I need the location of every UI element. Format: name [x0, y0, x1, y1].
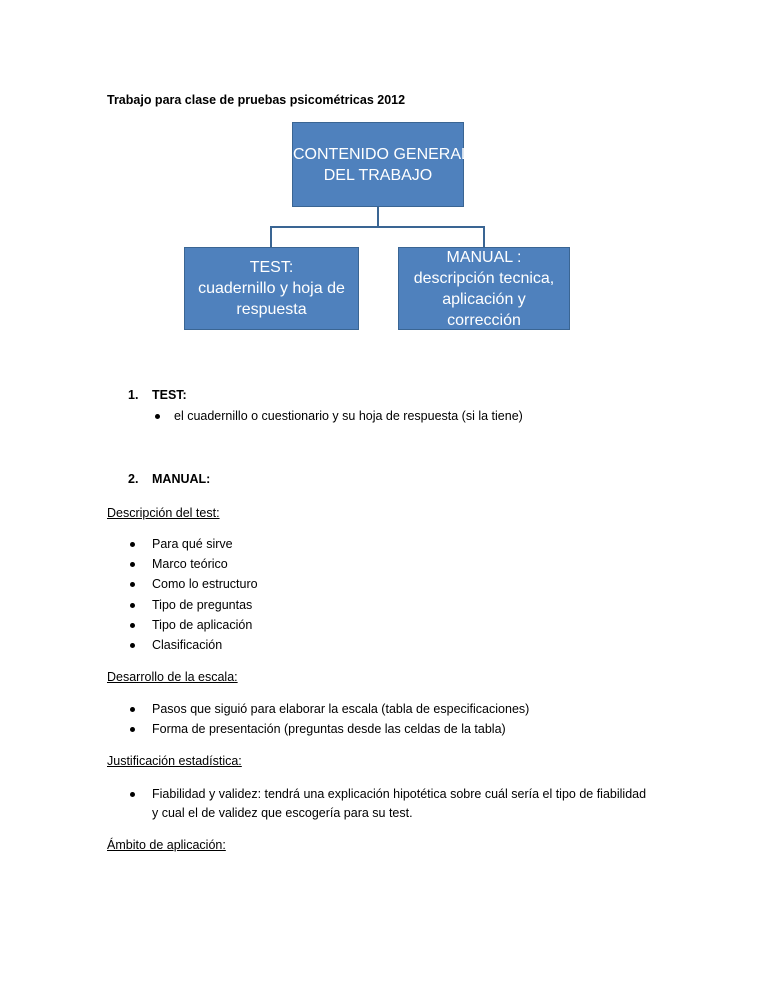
- list1-number: 1.: [128, 388, 139, 402]
- diagram-node-test: [184, 247, 359, 330]
- diagram-node-manual: [398, 247, 570, 330]
- bullet-icon: [155, 414, 160, 419]
- node-test-line-2: cuadernillo y hoja de: [198, 280, 345, 297]
- justificacion-item-line-2: y cual el de validez que escogería para su test.: [152, 806, 413, 820]
- descripcion-item: Como lo estructuro: [152, 577, 258, 591]
- document-title: Trabajo para clase de pruebas psicométricas 2012: [107, 93, 406, 107]
- bullet-icon: [130, 707, 135, 712]
- bullet-icon: [130, 623, 135, 628]
- desarrollo-item: Pasos que siguió para elaborar la escala (tabla de especificaciones): [152, 702, 530, 716]
- node-root-line-2: DEL TRABAJO: [323, 166, 433, 184]
- node-root-line-1: CONTENIDO GENERAL: [293, 145, 470, 163]
- descripcion-item: Marco teórico: [152, 557, 228, 571]
- list2-number: 2.: [128, 472, 139, 486]
- node-test-line-3: respuesta: [236, 301, 307, 318]
- connector-horizontal: [270, 226, 485, 228]
- connector-test-down: [270, 226, 272, 247]
- node-manual-line-3: aplicación y: [442, 290, 526, 308]
- heading-desarrollo: Desarrollo de la escala:: [107, 670, 238, 684]
- connector-manual-down: [483, 226, 485, 247]
- bullet-icon: [130, 792, 135, 797]
- bullet-icon: [130, 542, 135, 547]
- bullet-icon: [130, 603, 135, 608]
- heading-ambito: Ámbito de aplicación:: [107, 838, 226, 852]
- list2-label: MANUAL:: [152, 472, 211, 486]
- node-manual-line-2: descripción tecnica,: [413, 269, 555, 287]
- list1-label: TEST:: [152, 388, 187, 402]
- desarrollo-item: Forma de presentación (preguntas desde las celdas de la tabla): [152, 722, 506, 736]
- node-manual-line-4: corrección: [447, 311, 521, 329]
- diagram-node-root: [292, 122, 470, 207]
- justificacion-item-line-1: Fiabilidad y validez: tendrá una explicación hipotética sobre cuál sería el tipo de fiabilidad: [152, 787, 647, 801]
- heading-justificacion: Justificación estadística:: [107, 754, 242, 768]
- bullet-icon: [130, 727, 135, 732]
- list1-bullet-text: el cuadernillo o cuestionario y su hoja de respuesta (si la tiene): [174, 409, 523, 423]
- descripcion-item: Tipo de aplicación: [152, 618, 253, 632]
- bullet-icon: [130, 643, 135, 648]
- descripcion-item: Clasificación: [152, 638, 223, 652]
- heading-descripcion: Descripción del test:: [107, 506, 220, 520]
- descripcion-item: Tipo de preguntas: [152, 598, 253, 612]
- bullet-icon: [130, 582, 135, 587]
- node-test-line-1: TEST:: [249, 259, 294, 276]
- descripcion-item: Para qué sirve: [152, 537, 233, 551]
- bullet-icon: [130, 562, 135, 567]
- node-manual-line-1: MANUAL :: [446, 248, 522, 266]
- connector-root-down: [377, 207, 379, 227]
